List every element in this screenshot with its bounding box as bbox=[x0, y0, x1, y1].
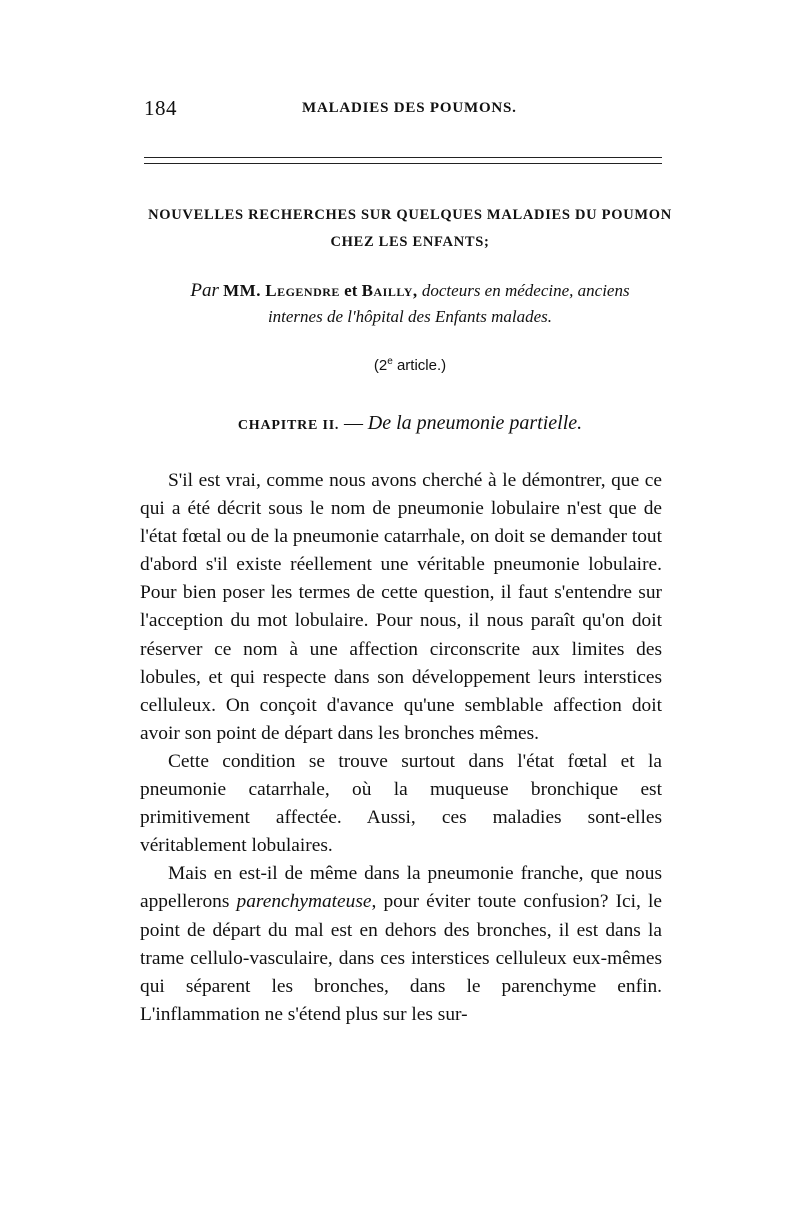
byline bbox=[110, 278, 710, 330]
byline-author-2: Bailly, bbox=[361, 281, 418, 300]
chapter-label: CHAPITRE II. bbox=[237, 418, 340, 433]
article-title bbox=[120, 202, 700, 256]
body-text bbox=[140, 467, 662, 1029]
header-rule-bottom bbox=[144, 163, 662, 164]
chapter-dash: — bbox=[339, 413, 368, 434]
article-number-close: article.) bbox=[392, 357, 447, 374]
article-number bbox=[200, 356, 620, 374]
byline-mm: MM. bbox=[223, 281, 261, 300]
paragraph-3-start: Mais en est-il de même dans la pneumonie franche, que nous appellerons bbox=[140, 863, 662, 913]
running-head bbox=[144, 96, 664, 126]
byline-role: docteurs en médecine, anciens bbox=[421, 281, 630, 300]
header-rule-top bbox=[144, 157, 662, 158]
paragraph-3-italic: parenchymateuse bbox=[236, 891, 372, 913]
byline-author-1: Legendre bbox=[265, 281, 340, 300]
byline-line-1 bbox=[110, 278, 710, 304]
running-title: MALADIES DES POUMONS. bbox=[302, 100, 517, 116]
article-title-line-2: CHEZ LES ENFANTS; bbox=[330, 234, 490, 250]
chapter-heading bbox=[120, 412, 700, 435]
article-number-open: (2 bbox=[373, 357, 388, 374]
paragraph-3-end: , pour éviter toute confusion? Ici, le point de départ du mal est en dehors des bronches, il est dans la trame cellulo-vasculaire, dans ces interstices celluleux eux-mêmes qui séparent les bronches, dans le parenchyme enfin. L'inflammation ne s'étend plus sur les sur- bbox=[140, 891, 663, 1025]
byline-par: Par bbox=[190, 280, 219, 301]
paragraph-1: S'il est vrai, comme nous avons cherché à le démontrer, que ce qui a été décrit sous le nom de pneumonie lobulaire n'est que de l'état fœtal ou de la pneumonie catarrhale, on doit se demander tout d'abord s'il existe réellement une véritable pneumonie lobulaire. Pour bien poser les termes de cette question, il faut s'entendre sur l'acception du mot lobulaire. Pour nous, il nous paraît qu'on doit réserver ce nom à une affection circonscrite aux limites des lobules, et qui respecte dans son développement leurs interstices celluleux. On conçoit d'avance qu'une semblable affection doit avoir son point de départ dans les bronches mêmes. bbox=[140, 470, 662, 744]
byline-et: et bbox=[344, 281, 358, 300]
article-title-line-1: NOUVELLES RECHERCHES SUR QUELQUES MALADIES DU POUMON bbox=[148, 207, 672, 223]
paragraph-3 bbox=[140, 860, 662, 1029]
article-number-sup: e bbox=[387, 356, 393, 367]
paragraph-2: Cette condition se trouve surtout dans l'état fœtal et la pneumonie catarrhale, où la muqueuse bronchique est primitivement affectée. Aussi, ces maladies sont-elles véritablement lobulaires. bbox=[140, 750, 662, 857]
byline-line-2: internes de l'hôpital des Enfants malades. bbox=[267, 307, 553, 326]
page-number: 184 bbox=[144, 96, 177, 120]
chapter-title: De la pneumonie partielle. bbox=[367, 412, 583, 434]
